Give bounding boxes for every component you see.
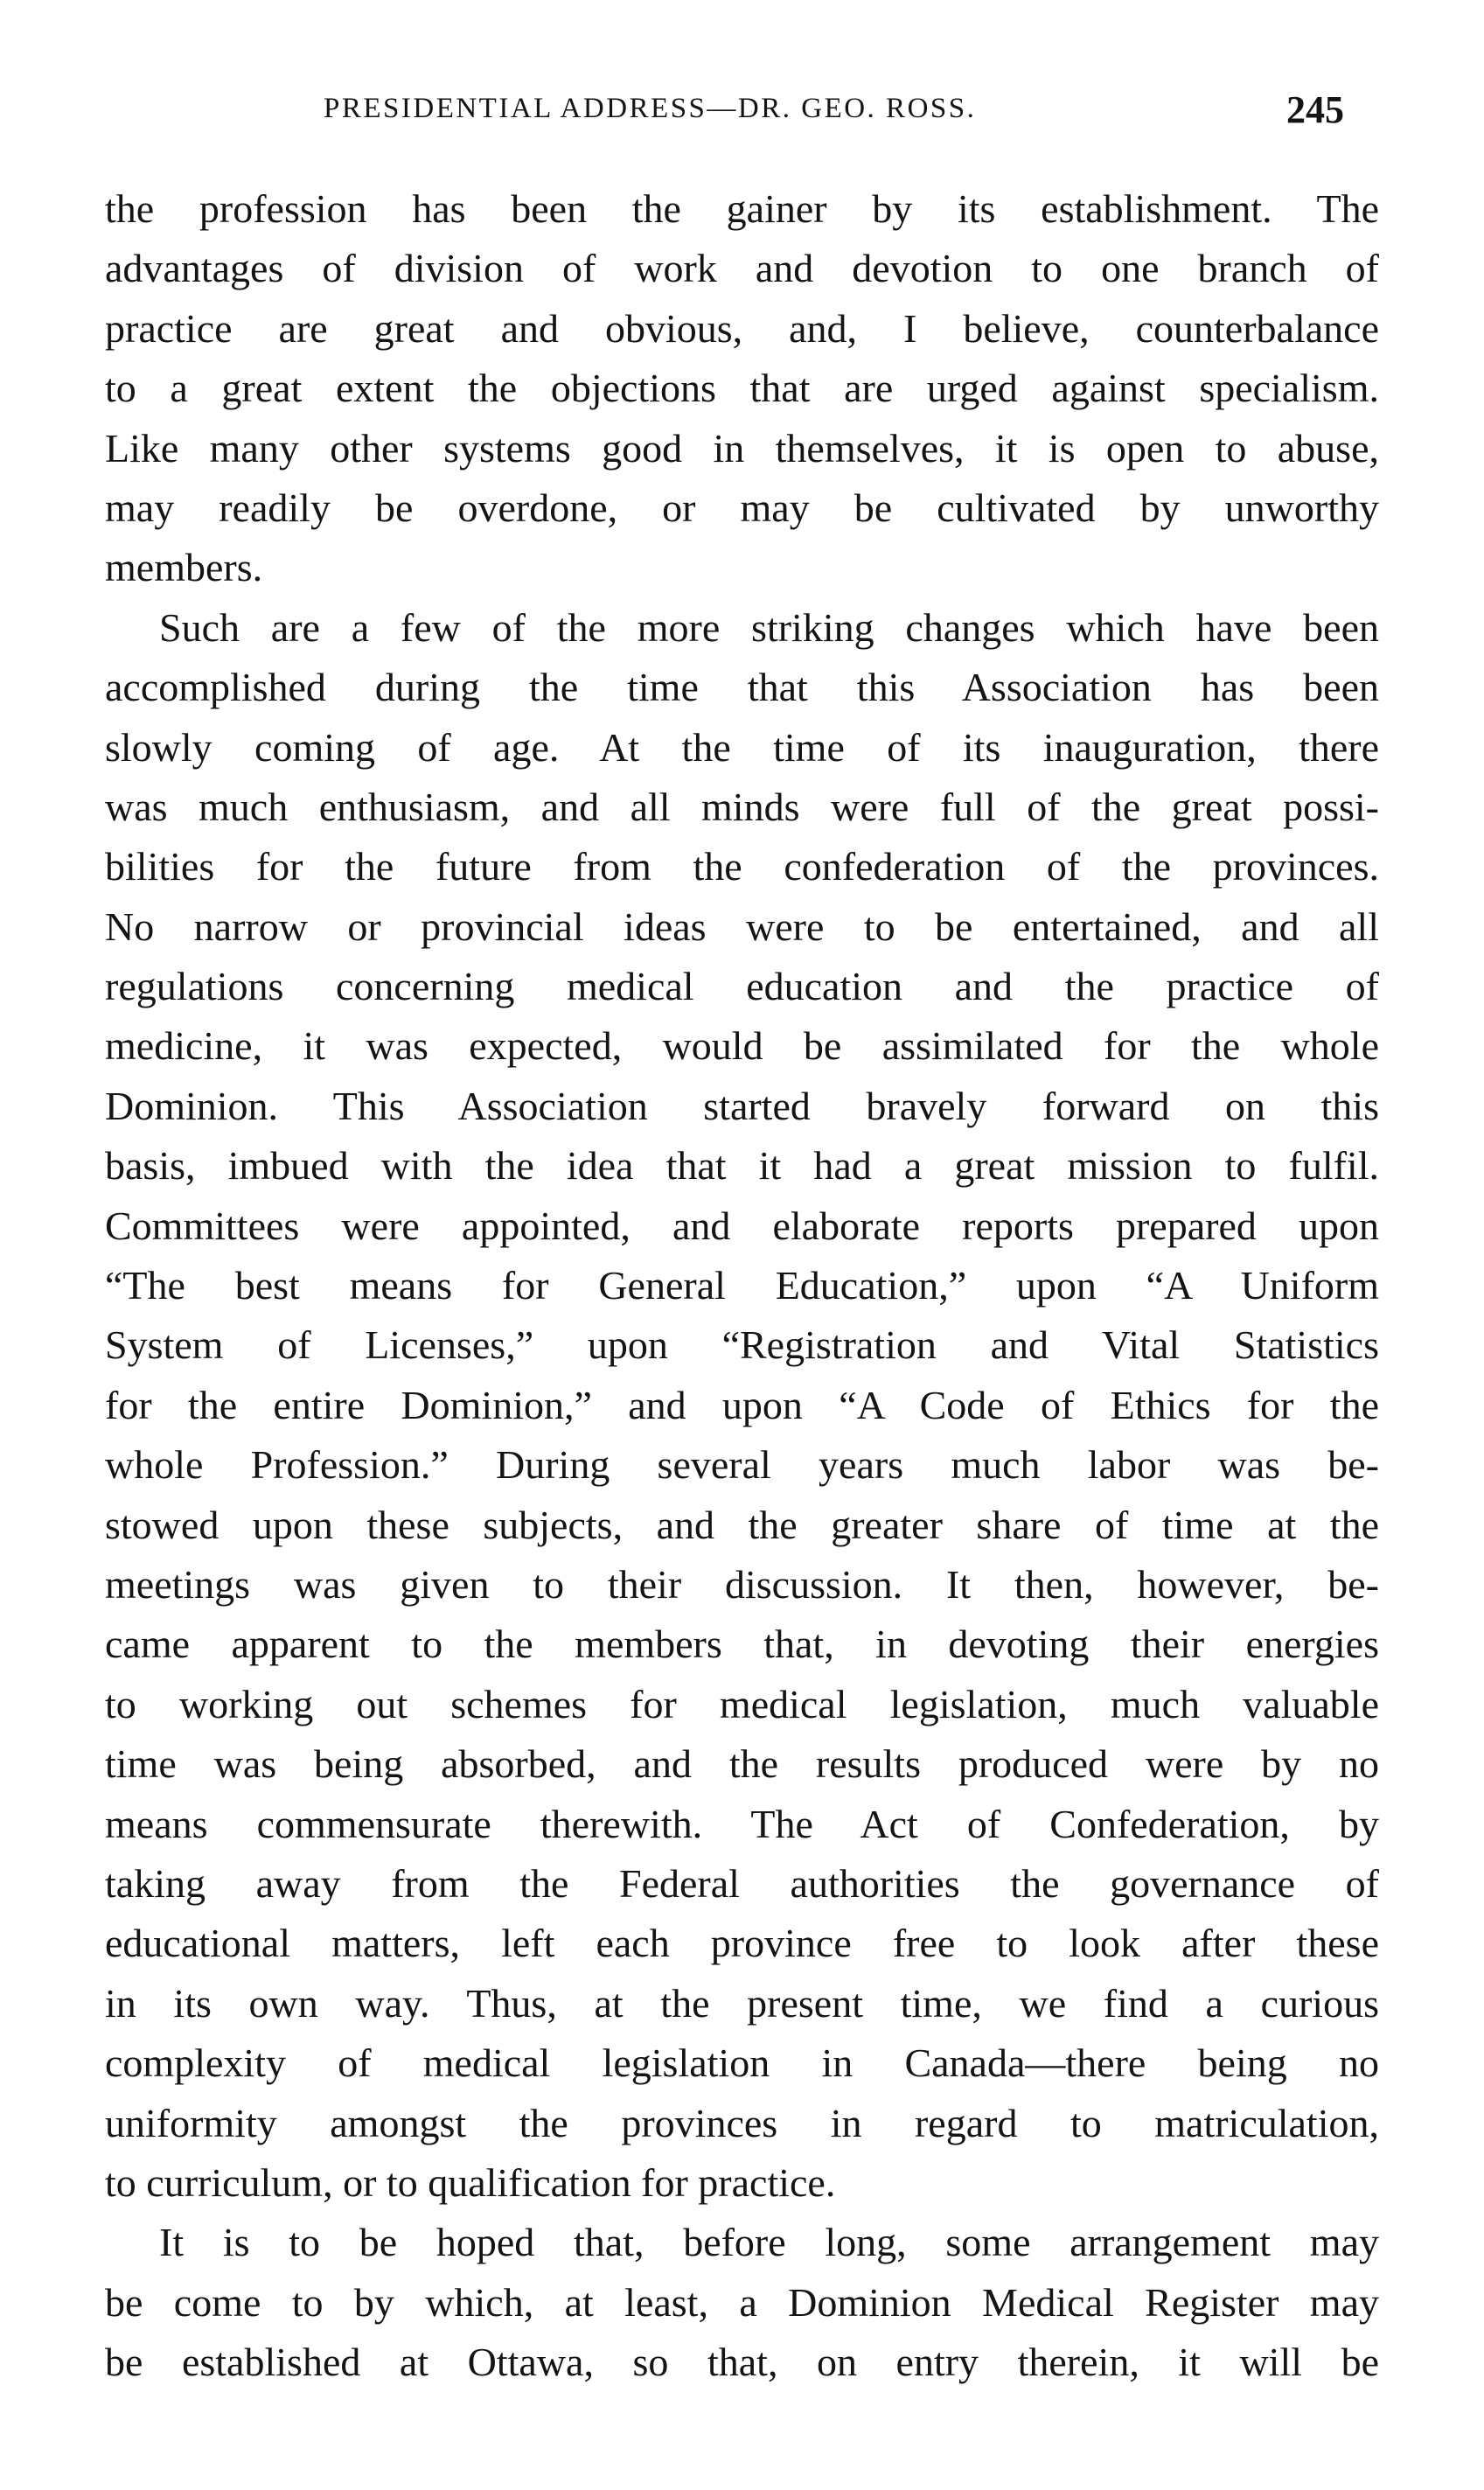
- text-line: “The best means for General Education,” upon “A Uniform: [105, 1263, 1379, 1308]
- text-line: whole Profession.” During several years much labor was be-: [105, 1442, 1379, 1488]
- text-line: meetings was given to their discussion. It then, however, be-: [105, 1561, 1379, 1607]
- text-line: means commensurate therewith. The Act of Confederation, by: [105, 1801, 1379, 1846]
- text-line: be come to by which, at least, a Dominion Medical Register may: [105, 2279, 1379, 2325]
- running-head: [105, 87, 1379, 140]
- text-line: System of Licenses,” upon “Registration and Vital Statistics: [105, 1322, 1379, 1368]
- text-line: It is to be hoped that, before long, some arrangement may: [159, 2220, 1379, 2265]
- text-line: Dominion. This Association started bravely forward on this: [105, 1083, 1379, 1128]
- text-line: time was being absorbed, and the results produced were by no: [105, 1741, 1379, 1787]
- body-text: [105, 179, 1379, 2392]
- text-line: to curriculum, or to qualification for practice.: [105, 2159, 836, 2205]
- text-line: advantages of division of work and devotion to one branch of: [105, 246, 1379, 291]
- text-line: No narrow or provincial ideas were to be entertained, and all: [105, 903, 1379, 949]
- text-line: slowly coming of age. At the time of its inauguration, there: [105, 724, 1379, 770]
- text-line: practice are great and obvious, and, I believe, counterbalance: [105, 305, 1379, 351]
- text-line: was much enthusiasm, and all minds were full of the great possi-: [105, 784, 1379, 829]
- paragraph-2: [105, 598, 1379, 2214]
- running-head-title: PRESIDENTIAL ADDRESS—DR. GEO. ROSS.: [324, 93, 977, 124]
- text-line: the profession has been the gainer by its establishment. The: [105, 186, 1379, 231]
- text-line: uniformity amongst the provinces in regard to matriculation,: [105, 2100, 1379, 2145]
- text-line: came apparent to the members that, in devoting their energies: [105, 1622, 1379, 1667]
- text-line: medicine, it was expected, would be assimilated for the whole: [105, 1023, 1379, 1069]
- paragraph-3: [105, 2213, 1379, 2392]
- text-line: in its own way. Thus, at the present time, we find a curious: [105, 1980, 1379, 2026]
- text-line: educational matters, left each province free to look after these: [105, 1921, 1379, 1966]
- text-line: members.: [105, 545, 263, 590]
- text-line: to working out schemes for medical legislation, much valuable: [105, 1681, 1379, 1726]
- text-line: complexity of medical legislation in Canada—there being no: [105, 2040, 1379, 2086]
- text-line: be established at Ottawa, so that, on entry therein, it will be: [105, 2340, 1379, 2385]
- text-line: basis, imbued with the idea that it had a great mission to fulfil.: [105, 1143, 1379, 1189]
- text-line: for the entire Dominion,” and upon “A Code of Ethics for the: [105, 1382, 1379, 1427]
- text-line: Committees were appointed, and elaborate reports prepared upon: [105, 1203, 1379, 1248]
- text-line: bilities for the future from the confederation of the provinces.: [105, 844, 1379, 889]
- text-line: Such are a few of the more striking changes which have been: [159, 604, 1379, 650]
- text-line: taking away from the Federal authorities the governance of: [105, 1860, 1379, 1906]
- paragraph-1: [105, 179, 1379, 598]
- text-line: Like many other systems good in themselves, it is open to abuse,: [105, 425, 1379, 471]
- text-line: accomplished during the time that this Association has been: [105, 665, 1379, 710]
- text-line: to a great extent the objections that are urged against specialism.: [105, 366, 1379, 411]
- text-line: may readily be overdone, or may be cultivated by unworthy: [105, 485, 1379, 530]
- page-number: 245: [1286, 88, 1344, 131]
- text-line: regulations concerning medical education and the practice of: [105, 964, 1379, 1009]
- text-line: stowed upon these subjects, and the greater share of time at the: [105, 1502, 1379, 1547]
